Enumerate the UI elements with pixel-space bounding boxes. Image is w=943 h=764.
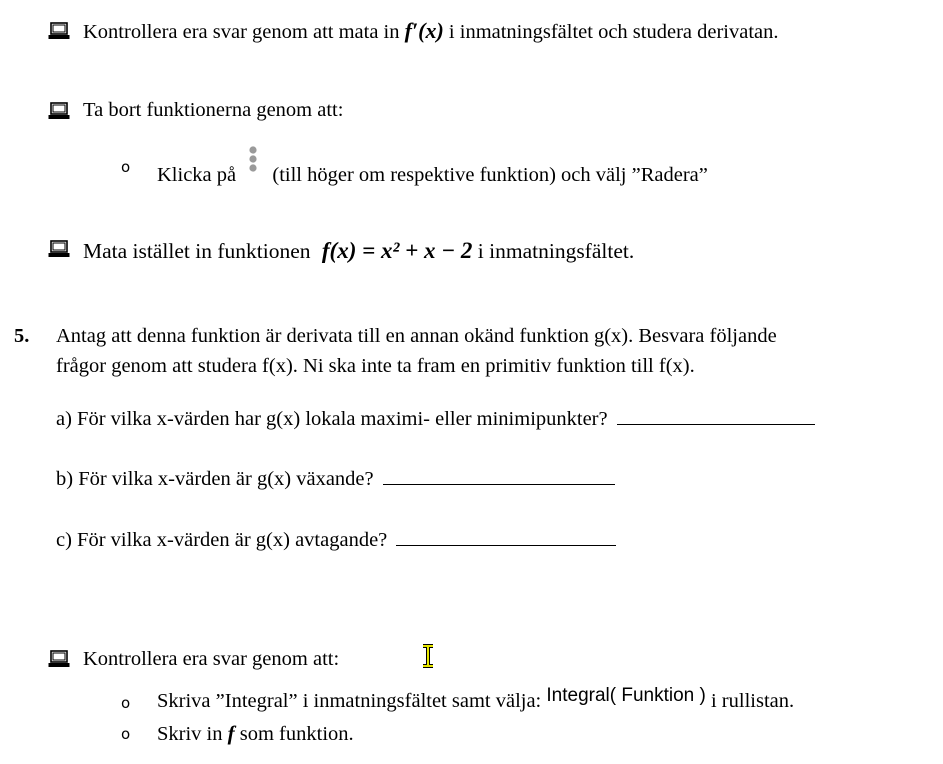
math-f-prime: f′(x) — [404, 18, 444, 43]
sub-instruction-integral — [157, 685, 795, 713]
bullet: o — [121, 694, 131, 712]
sub-text: Klicka på — [157, 164, 237, 186]
bullet: o — [121, 725, 131, 743]
question-b — [56, 466, 615, 491]
laptop-icon — [48, 22, 70, 40]
sub-text: (till höger om respektive funktion) och välj ”Radera” — [272, 164, 708, 186]
question-a — [56, 406, 815, 431]
question-number: 5. — [14, 325, 30, 347]
answer-blank-a[interactable] — [617, 406, 815, 425]
sub-instruction-click-menu — [157, 155, 708, 187]
question-c — [56, 527, 616, 552]
question-b-text: b) För vilka x-värden är g(x) växande? — [56, 468, 374, 490]
math-function: f(x) = x² + x − 2 — [321, 238, 473, 263]
question-a-text: a) För vilka x-värden har g(x) lokala maximi- eller minimipunkter? — [56, 408, 608, 430]
instruction-text: Kontrollera era svar genom att mata in — [83, 21, 400, 43]
math-f: f — [227, 721, 235, 745]
text-cursor-icon — [421, 644, 435, 668]
bullet: o — [121, 158, 131, 176]
instruction-remove-functions: Ta bort funktionerna genom att: — [83, 99, 344, 121]
question-text-line2: frågor genom att studera f(x). Ni ska inte ta fram en primitiv funktion till f(x). — [56, 355, 695, 377]
sub-text: Skriva ”Integral” i inmatningsfältet samt välja: — [157, 690, 542, 712]
laptop-icon — [48, 240, 70, 258]
sub-text: som funktion. — [239, 723, 354, 745]
instruction-text: i inmatningsfältet och studera derivatan. — [448, 21, 779, 43]
answer-blank-b[interactable] — [383, 466, 615, 485]
vertical-dots-menu-icon — [245, 145, 261, 177]
instruction-enter-function — [83, 238, 634, 264]
laptop-icon — [48, 102, 70, 120]
instruction-text: i inmatningsfältet. — [477, 239, 635, 263]
sub-text: Skriv in — [157, 723, 223, 745]
answer-blank-c[interactable] — [396, 527, 616, 546]
question-text-line1: Antag att denna funktion är derivata till en annan okänd funktion g(x). Besvara följande — [56, 325, 777, 347]
sub-text: i rullistan. — [710, 690, 795, 712]
question-c-text: c) För vilka x-värden är g(x) avtagande? — [56, 529, 388, 551]
instruction-check-derivative — [83, 18, 779, 44]
instruction-check-answers: Kontrollera era svar genom att: — [83, 648, 340, 670]
integral-command-label: Integral( Funktion ) — [546, 685, 706, 706]
laptop-icon — [48, 650, 70, 668]
instruction-text: Mata istället in funktionen — [83, 239, 311, 263]
sub-instruction-enter-f — [157, 721, 354, 746]
